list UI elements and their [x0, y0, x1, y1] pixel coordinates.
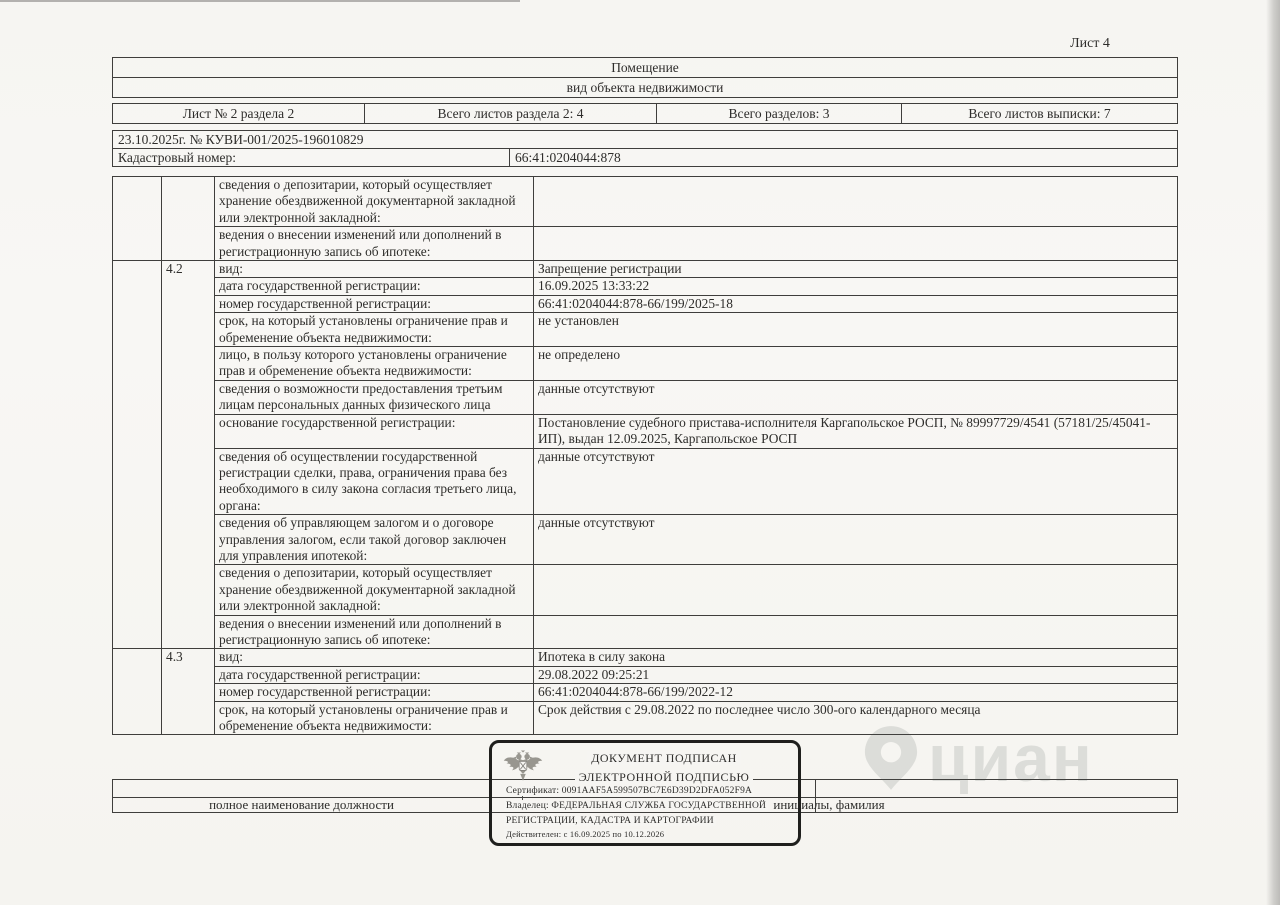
table-row — [113, 295, 1178, 312]
cadastral-number-label: Кадастровый номер: — [118, 150, 237, 165]
location-pin-icon — [862, 722, 920, 794]
row-label: срок, на который установлены ограничение прав и обременение объекта недвижимости: — [215, 701, 534, 735]
row-value: 66:41:0204044:878-66/199/2022-12 — [534, 684, 1178, 701]
row-label: дата государственной регистрации: — [215, 278, 534, 295]
stamp-validity-line: Действителен: с 16.09.2025 по 10.12.2026 — [506, 829, 665, 839]
row-value: Ипотека в силу закона — [534, 649, 1178, 666]
row-spacer-cell — [113, 701, 162, 735]
row-label: ведения о внесении изменений или дополнений в регистрационную запись об ипотеке: — [215, 227, 534, 261]
row-value: Постановление судебного пристава-исполнителя Каргапольское РОСП, № 89997729/4541 (57181/25/45041-ИП), выдан 12.09.2025, Каргапольское РОСП — [534, 414, 1178, 448]
row-number — [162, 565, 215, 615]
table-row — [113, 313, 1178, 347]
stamp-owner-line1: Владелец: ФЕДЕРАЛЬНАЯ СЛУЖБА ГОСУДАРСТВЕННОЙ — [506, 801, 767, 811]
sheet-meta-cells — [113, 104, 1178, 124]
row-spacer-cell — [113, 227, 162, 261]
table-row — [113, 177, 1178, 227]
row-spacer-cell — [113, 414, 162, 448]
row-value: Срок действия с 29.08.2022 по последнее число 300-ого календарного месяца — [534, 701, 1178, 735]
table-row — [113, 448, 1178, 515]
row-number: 4.2 — [162, 261, 215, 278]
row-label: основание государственной регистрации: — [215, 414, 534, 448]
row-value: 16.09.2025 13:33:22 — [534, 278, 1178, 295]
table-row — [113, 227, 1178, 261]
row-number — [162, 666, 215, 683]
table-row — [113, 261, 1178, 278]
stamp-title-line1: ДОКУМЕНТ ПОДПИСАН — [544, 751, 784, 766]
table-row — [113, 515, 1178, 565]
row-number — [162, 177, 215, 227]
row-value: данные отсутствуют — [534, 380, 1178, 414]
restrictions-table-body — [113, 177, 1178, 735]
row-value: 66:41:0204044:878-66/199/2025-18 — [534, 295, 1178, 312]
row-value: не установлен — [534, 313, 1178, 347]
row-number — [162, 684, 215, 701]
row-value — [534, 615, 1178, 649]
sheet-number: Лист 4 — [1070, 36, 1110, 51]
table-row — [113, 414, 1178, 448]
row-number: 4.3 — [162, 649, 215, 666]
row-number — [162, 414, 215, 448]
table-row — [113, 649, 1178, 666]
row-value: не определено — [534, 347, 1178, 381]
cian-watermark — [862, 722, 1094, 794]
meta-total-extract-sheets: Всего листов выписки: 7 — [902, 104, 1178, 124]
watermark-text: циан — [928, 721, 1094, 795]
row-number — [162, 701, 215, 735]
row-spacer-cell — [113, 515, 162, 565]
row-label: номер государственной регистрации: — [215, 295, 534, 312]
extract-date-number: 23.10.2025г. № КУВИ-001/2025-196010829 — [112, 130, 1178, 149]
row-label: сведения об осуществлении государственной регистрации сделки, права, ограничения права без необходимого в силу закона согласия третьего лица, органа: — [215, 448, 534, 515]
table-row — [113, 565, 1178, 615]
rosreestr-emblem-icon — [501, 747, 545, 791]
restrictions-table — [112, 176, 1178, 735]
row-spacer-cell — [113, 313, 162, 347]
stamp-certificate-line: Сертификат: 0091AAF5A599507BC7E6D39D2DFA052F9A — [506, 786, 753, 796]
row-value: 29.08.2022 09:25:21 — [534, 666, 1178, 683]
row-number — [162, 448, 215, 515]
row-spacer-cell — [113, 615, 162, 649]
row-label: ведения о внесении изменений или дополнений в регистрационную запись об ипотеке: — [215, 615, 534, 649]
row-value: данные отсутствуют — [534, 448, 1178, 515]
table-row — [113, 684, 1178, 701]
row-label: сведения об управляющем залогом и о договоре управления залогом, если такой договор заключен для управления ипотекой: — [215, 515, 534, 565]
stamp-title-line2: ЭЛЕКТРОННОЙ ПОДПИСЬЮ — [544, 770, 784, 785]
row-spacer-cell — [113, 261, 162, 278]
signature-stamp — [489, 740, 801, 846]
row-label: сведения о возможности предоставления третьим лицам персональных данных физического лица — [215, 380, 534, 414]
row-spacer-cell — [113, 448, 162, 515]
row-number — [162, 313, 215, 347]
row-label: сведения о депозитарии, который осуществляет хранение обездвиженной документарной закладной или электронной закладной: — [215, 177, 534, 227]
row-label: вид: — [215, 261, 534, 278]
stamp-owner-line2: РЕГИСТРАЦИИ, КАДАСТРА И КАРТОГРАФИИ — [506, 816, 714, 826]
meta-total-sections: Всего разделов: 3 — [657, 104, 902, 124]
row-spacer-cell — [113, 380, 162, 414]
initials-surname-caption: инициалы, фамилия — [773, 797, 885, 812]
position-caption: полное наименование должности — [209, 797, 394, 812]
table-row — [113, 278, 1178, 295]
row-spacer-cell — [113, 295, 162, 312]
row-label: сведения о депозитарии, который осуществляет хранение обездвиженной документарной закладной или электронной закладной: — [215, 565, 534, 615]
row-spacer-cell — [113, 649, 162, 666]
row-number — [162, 515, 215, 565]
row-number — [162, 380, 215, 414]
row-value: данные отсутствуют — [534, 515, 1178, 565]
object-type-box — [112, 57, 1178, 98]
scan-edge-artifact-right — [1266, 0, 1280, 905]
meta-sheet-of-section: Лист № 2 раздела 2 — [113, 104, 365, 124]
row-spacer-cell — [113, 278, 162, 295]
row-value — [534, 565, 1178, 615]
row-number — [162, 615, 215, 649]
row-value — [534, 227, 1178, 261]
cadastral-number-row — [112, 148, 1178, 167]
table-row — [113, 347, 1178, 381]
row-label: срок, на который установлены ограничение прав и обременение объекта недвижимости: — [215, 313, 534, 347]
table-row — [113, 615, 1178, 649]
sheet-meta-row — [112, 103, 1178, 124]
object-kind-caption: вид объекта недвижимости — [113, 77, 1177, 97]
table-row — [113, 666, 1178, 683]
row-spacer-cell — [113, 666, 162, 683]
cadastral-number-value: 66:41:0204044:878 — [509, 149, 1177, 167]
row-label: лицо, в пользу которого установлены ограничение прав и обременение объекта недвижимости: — [215, 347, 534, 381]
row-label: вид: — [215, 649, 534, 666]
scan-edge-artifact-top — [0, 0, 520, 2]
row-spacer-cell — [113, 684, 162, 701]
row-number — [162, 295, 215, 312]
row-spacer-cell — [113, 347, 162, 381]
row-spacer-cell — [113, 565, 162, 615]
row-number — [162, 347, 215, 381]
object-type-title: Помещение — [611, 60, 679, 75]
row-number — [162, 227, 215, 261]
row-label: номер государственной регистрации: — [215, 684, 534, 701]
row-label: дата государственной регистрации: — [215, 666, 534, 683]
meta-total-section-sheets: Всего листов раздела 2: 4 — [365, 104, 657, 124]
row-number — [162, 278, 215, 295]
row-value — [534, 177, 1178, 227]
row-spacer-cell — [113, 177, 162, 227]
table-row — [113, 380, 1178, 414]
row-value: Запрещение регистрации — [534, 261, 1178, 278]
